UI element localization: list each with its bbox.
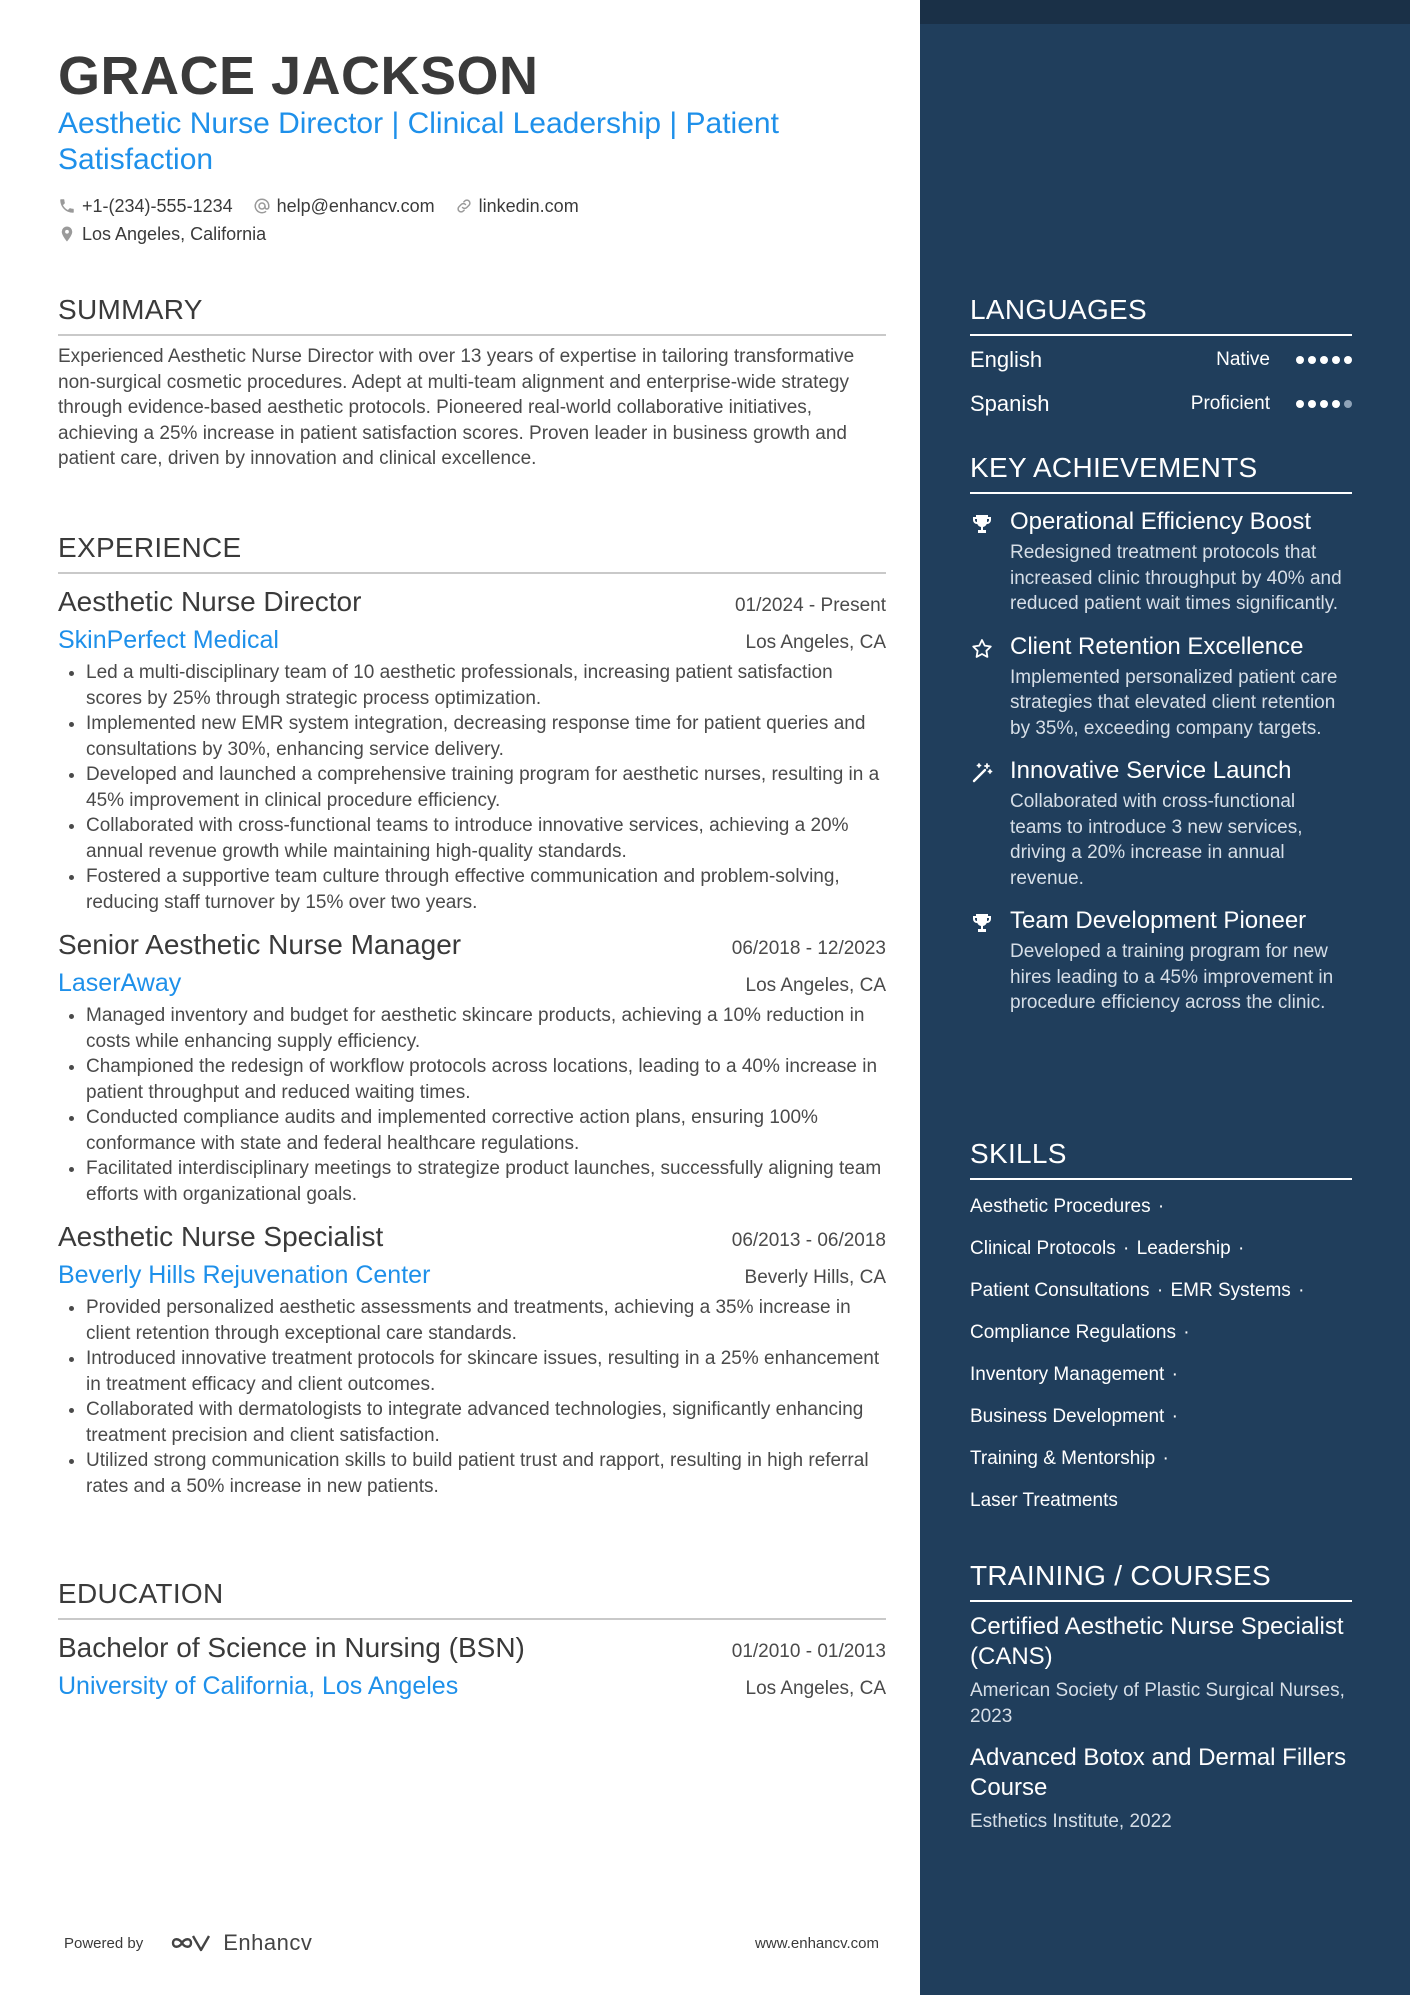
sidebar xyxy=(920,0,1410,1995)
job-title: Aesthetic Nurse Director xyxy=(58,586,362,617)
language-rating xyxy=(1296,400,1352,408)
candidate-name: GRACE JACKSON xyxy=(58,46,539,106)
rating-dot-empty xyxy=(1344,400,1352,408)
skill-tag: Business Development xyxy=(970,1406,1165,1427)
skill-line xyxy=(970,1228,1352,1270)
job-bullet: • Collaborated with cross-functional teams to introduce innovative services, achieving a 20% annual revenue growth while maintaining high-quality standards. xyxy=(86,813,886,864)
job-location: Los Angeles, CA xyxy=(745,632,886,653)
rating-dot-filled xyxy=(1296,356,1304,364)
skill-tag: EMR Systems xyxy=(1170,1280,1291,1301)
languages-title: LANGUAGES xyxy=(970,294,1352,336)
company-name: SkinPerfect Medical xyxy=(58,626,279,654)
rating-dot-filled xyxy=(1344,356,1352,364)
rating-dot-filled xyxy=(1320,356,1328,364)
skill-line xyxy=(970,1354,1352,1396)
course-org: Esthetics Institute, 2022 xyxy=(970,1811,1172,1832)
education-dates: 01/2010 - 01/2013 xyxy=(731,1641,886,1662)
location-contact xyxy=(58,224,266,245)
summary-section xyxy=(58,294,886,472)
language-item xyxy=(970,382,1352,426)
enhancv-logo-icon xyxy=(169,1931,215,1955)
rating-dot-filled xyxy=(1308,400,1316,408)
job-bullet: • Facilitated interdisciplinary meetings to strategize product launches, successfully aligning team efforts with organizational goals. xyxy=(86,1156,886,1207)
education-entry xyxy=(58,1630,886,1702)
job-title: Aesthetic Nurse Specialist xyxy=(58,1221,384,1252)
achievement-item xyxy=(970,506,1352,617)
achievement-item xyxy=(970,905,1352,1016)
job-dates: 01/2024 - Present xyxy=(734,595,886,616)
skill-line xyxy=(970,1480,1352,1522)
website-link[interactable]: www.enhancv.com xyxy=(755,1934,879,1952)
school-location: Los Angeles, CA xyxy=(745,1678,886,1699)
skill-separator: · xyxy=(1123,1238,1130,1259)
rating-dot-filled xyxy=(1296,400,1304,408)
summary-title: SUMMARY xyxy=(58,294,886,336)
skill-separator: · xyxy=(1183,1322,1190,1343)
contact-row-1 xyxy=(58,193,898,219)
skill-tag: Aesthetic Procedures xyxy=(970,1196,1151,1217)
training-title: TRAINING / COURSES xyxy=(970,1560,1352,1602)
company-name: LaserAway xyxy=(58,969,182,997)
job-bullet: • Collaborated with dermatologists to integrate advanced technologies, significantly enhancing treatment precision and client satisfaction. xyxy=(86,1397,886,1448)
contact-row-2 xyxy=(58,221,898,247)
job-bullet: • Provided personalized aesthetic assessments and treatments, achieving a 35% increase in client retention through exceptional care standards. xyxy=(86,1295,886,1346)
summary-text: Experienced Aesthetic Nurse Director with over 13 years of expertise in tailoring transformative non-surgical cosmetic procedures. Adept at multi-team alignment and enterprise-wide strategy through evidence-based aesthetic protocols. Pioneered real-world collaborative initiatives, achieving a 25% increase in patient satisfaction scores. Proven leader in business growth and patient care, driven by innovation and clinical excellence. xyxy=(58,346,855,469)
rating-dot-filled xyxy=(1308,356,1316,364)
headline: Aesthetic Nurse Director | Clinical Leadership | Patient Satisfaction xyxy=(58,107,779,176)
job-bullets xyxy=(58,1295,886,1499)
linkedin-contact[interactable] xyxy=(455,196,579,217)
location-text: Los Angeles, California xyxy=(82,223,267,244)
job-bullet: • Conducted compliance audits and implemented corrective action plans, ensuring 100% conformance with state and federal healthcare regulations. xyxy=(86,1105,886,1156)
achievements-section xyxy=(970,452,1352,1016)
experience-title: EXPERIENCE xyxy=(58,532,886,574)
company-name: Beverly Hills Rejuvenation Center xyxy=(58,1261,431,1289)
job-bullet: • Implemented new EMR system integration, decreasing response time for patient queries and consultations by 30%, enhancing service delivery. xyxy=(86,711,886,762)
skills-section xyxy=(970,1138,1352,1522)
languages-section xyxy=(970,294,1352,426)
powered-by-label: Powered by xyxy=(64,1934,144,1952)
trophy-icon xyxy=(970,512,994,536)
job-entry xyxy=(58,927,886,1207)
phone-text: +1-(234)-555-1234 xyxy=(82,195,233,216)
skill-separator: · xyxy=(1156,1280,1164,1301)
skill-separator: · xyxy=(1171,1364,1178,1385)
achievement-desc: Redesigned treatment protocols that increased clinic throughput by 40% and reduced patient wait times significantly. xyxy=(1010,542,1342,614)
skill-tag: Compliance Regulations xyxy=(970,1322,1176,1343)
powered-by xyxy=(64,1930,312,1956)
job-dates: 06/2018 - 12/2023 xyxy=(731,938,886,959)
skill-line xyxy=(970,1396,1352,1438)
phone-icon xyxy=(58,197,76,215)
job-dates: 06/2013 - 06/2018 xyxy=(731,1230,886,1251)
language-level: Native xyxy=(1216,349,1270,370)
achievement-item xyxy=(970,631,1352,742)
course-item xyxy=(970,1612,1352,1729)
degree: Bachelor of Science in Nursing (BSN) xyxy=(58,1632,525,1663)
skill-line xyxy=(970,1438,1352,1480)
job-entry xyxy=(58,1219,886,1499)
contact-info xyxy=(58,193,898,249)
skill-separator: · xyxy=(1237,1238,1245,1259)
skill-tag: Inventory Management xyxy=(970,1364,1165,1385)
achievement-desc: Implemented personalized patient care strategies that elevated client retention by 35%, exceeding company targets. xyxy=(1010,666,1338,739)
location-pin-icon xyxy=(58,225,76,243)
rating-dot-filled xyxy=(1332,356,1340,364)
email-text: help@enhancv.com xyxy=(276,195,435,216)
language-rating xyxy=(1296,356,1352,364)
achievement-title: Innovative Service Launch xyxy=(1010,757,1292,784)
job-title: Senior Aesthetic Nurse Manager xyxy=(58,929,462,960)
sidebar-top-bar xyxy=(920,0,1410,24)
linkedin-text: linkedin.com xyxy=(478,195,579,216)
skill-tag: Training & Mentorship xyxy=(970,1448,1156,1469)
education-title: EDUCATION xyxy=(58,1578,886,1620)
at-icon xyxy=(253,197,271,215)
skill-separator: · xyxy=(1157,1196,1165,1217)
rating-dot-filled xyxy=(1320,400,1328,408)
achievement-item xyxy=(970,755,1352,891)
job-bullet: • Utilized strong communication skills to build patient trust and rapport, resulting in high referral rates and a 50% increase in new patients. xyxy=(86,1448,886,1499)
course-title: Certified Aesthetic Nurse Specialist (CANS) xyxy=(970,1613,1344,1670)
job-bullets xyxy=(58,660,886,915)
job-entry xyxy=(58,584,886,915)
skill-separator: · xyxy=(1171,1406,1178,1427)
school-name: University of California, Los Angeles xyxy=(58,1672,459,1700)
link-icon xyxy=(455,197,473,215)
course-item xyxy=(970,1743,1352,1835)
footer xyxy=(64,1928,879,1958)
job-location: Beverly Hills, CA xyxy=(744,1267,886,1288)
training-section xyxy=(970,1560,1352,1835)
job-location: Los Angeles, CA xyxy=(745,975,886,996)
language-level: Proficient xyxy=(1190,393,1270,414)
rating-dot-filled xyxy=(1332,400,1340,408)
achievement-desc: Developed a training program for new hires leading to a 45% improvement in procedure efficiency across the clinic. xyxy=(1010,941,1334,1013)
job-bullet: • Managed inventory and budget for aesthetic skincare products, achieving a 10% reduction in costs while enhancing supply efficiency. xyxy=(86,1003,886,1054)
skill-tag: Patient Consultations xyxy=(970,1280,1150,1301)
achievements-title: KEY ACHIEVEMENTS xyxy=(970,452,1352,494)
job-bullet: • Led a multi-disciplinary team of 10 aesthetic professionals, increasing patient satisfaction scores by 25% through strategic process optimization. xyxy=(86,660,886,711)
job-bullet: • Fostered a supportive team culture through effective communication and problem-solving, reducing staff turnover by 15% over two years. xyxy=(86,864,886,915)
achievement-title: Client Retention Excellence xyxy=(1010,632,1304,660)
skill-separator: · xyxy=(1162,1448,1169,1469)
course-org: American Society of Plastic Surgical Nurses, 2023 xyxy=(970,1680,1345,1727)
achievement-desc: Collaborated with cross-functional teams to introduce 3 new services, driving a 20% increase in annual revenue. xyxy=(1010,791,1303,889)
skills-list xyxy=(970,1186,1352,1522)
job-bullet: • Introduced innovative treatment protocols for skincare issues, resulting in a 25% enhancement in treatment efficacy and client outcomes. xyxy=(86,1346,886,1397)
email-contact[interactable] xyxy=(253,196,435,217)
magic-wand-icon xyxy=(970,761,994,785)
phone-contact[interactable] xyxy=(58,196,233,217)
achievement-title: Team Development Pioneer xyxy=(1010,907,1307,934)
achievement-title: Operational Efficiency Boost xyxy=(1010,508,1312,535)
language-name: Spanish xyxy=(970,391,1050,416)
skills-title: SKILLS xyxy=(970,1138,1352,1180)
job-bullets xyxy=(58,1003,886,1207)
trophy-icon xyxy=(970,911,994,935)
skill-separator: · xyxy=(1298,1280,1305,1301)
star-icon xyxy=(970,637,994,661)
brand-name: Enhancv xyxy=(223,1930,313,1955)
skill-tag: Leadership xyxy=(1136,1238,1231,1259)
skill-tag: Clinical Protocols xyxy=(970,1238,1116,1259)
education-section xyxy=(58,1578,886,1702)
job-bullet: • Developed and launched a comprehensive training program for aesthetic nurses, resulting in a 45% improvement in clinical procedure efficiency. xyxy=(86,762,886,813)
skill-line xyxy=(970,1312,1352,1354)
experience-section xyxy=(58,532,886,1499)
skill-line xyxy=(970,1270,1352,1312)
brand-logo[interactable] xyxy=(169,1930,312,1956)
language-name: English xyxy=(970,347,1043,372)
course-title: Advanced Botox and Dermal Fillers Course xyxy=(970,1744,1347,1801)
job-bullet: • Championed the redesign of workflow protocols across locations, leading to a 40% increase in patient throughput and reduced waiting times. xyxy=(86,1054,886,1105)
skill-line xyxy=(970,1186,1352,1228)
skill-tag: Laser Treatments xyxy=(970,1490,1118,1511)
language-item xyxy=(970,338,1352,382)
